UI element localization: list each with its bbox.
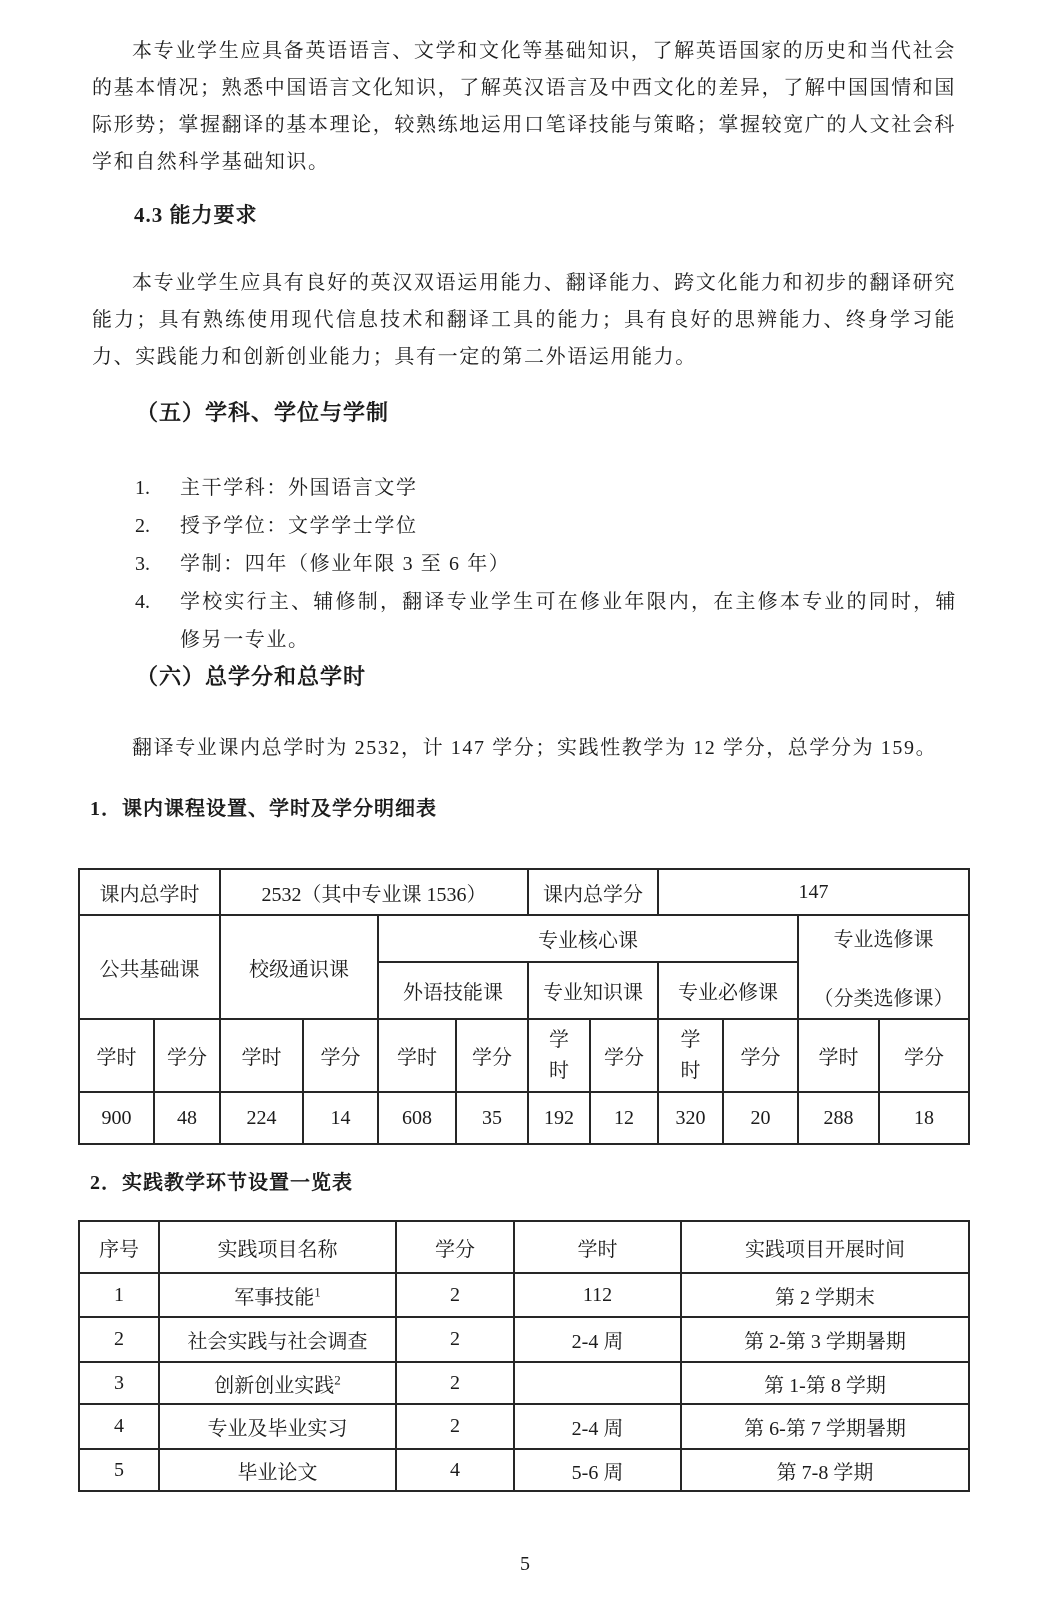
credits-summary-paragraph: 翻译专业课内总学时为 2532，计 147 学分；实践性教学为 12 学分，总学分为 159。 — [132, 737, 938, 759]
value-cell: 608 — [378, 1092, 456, 1144]
credits-label-cell: 学分 — [723, 1019, 798, 1092]
header-cell-name: 实践项目名称 — [159, 1221, 396, 1273]
hours-cell: 5-6 周 — [514, 1449, 681, 1491]
value-cell: 900 — [79, 1092, 154, 1144]
group-core-cell: 专业核心课 — [378, 915, 798, 962]
total-hours-value-cell: 2532（其中专业课 1536） — [220, 869, 528, 915]
elective-line2: （分类选修课） — [813, 988, 954, 1010]
list-item — [135, 583, 957, 659]
group-public-cell: 公共基础课 — [79, 915, 220, 1019]
value-cell: 18 — [879, 1092, 969, 1144]
name-cell: 社会实践与社会调查 — [159, 1317, 396, 1362]
list-item — [135, 545, 957, 583]
header-cell-credits: 学分 — [396, 1221, 514, 1273]
credits-label-cell: 学分 — [303, 1019, 378, 1092]
total-credits-value-cell: 147 — [658, 869, 969, 915]
overview-paragraph: 本专业学生应具备英语语言、文学和文化等基础知识，了解英语国家的历史和当代社会的基本情况；熟悉中国语言文化知识，了解英汉语言及中西文化的差异，了解中国国情和国际形势；掌握翻译的基本理论，较熟练地运用口笔译技能与策略；掌握较宽广的人文社会科学和自然科学基础知识。 — [92, 40, 956, 173]
credits-cell: 2 — [396, 1362, 514, 1404]
table-row-values — [79, 1092, 969, 1144]
table-row-groups — [79, 915, 969, 962]
value-cell: 12 — [590, 1092, 658, 1144]
value-cell: 20 — [723, 1092, 798, 1144]
no-cell: 5 — [79, 1449, 159, 1491]
list-item-text: 授予学位：文学学士学位 — [180, 515, 418, 537]
list-item — [135, 507, 957, 545]
list-item — [135, 469, 957, 507]
name-cell: 创新创业实践$^2$ — [159, 1362, 396, 1404]
no-cell: 4 — [79, 1404, 159, 1449]
table-row — [79, 1449, 969, 1491]
no-cell: 3 — [79, 1362, 159, 1404]
credits-cell: 2 — [396, 1317, 514, 1362]
header-cell-no: 序号 — [79, 1221, 159, 1273]
value-cell: 35 — [456, 1092, 528, 1144]
credits-label-cell: 学分 — [154, 1019, 220, 1092]
time-cell: 第 2-第 3 学期暑期 — [681, 1317, 969, 1362]
list-item-number: 2. — [135, 515, 150, 537]
core-sub-cell: 外语技能课 — [378, 962, 528, 1019]
hours-label-cell: 学时 — [378, 1019, 456, 1092]
practice-teaching-table — [78, 1220, 970, 1492]
value-cell: 320 — [658, 1092, 723, 1144]
table-header-row — [79, 1221, 969, 1273]
hours-cell: 2-4 周 — [514, 1404, 681, 1449]
list-item-text: 学校实行主、辅修制，翻译专业学生可在修业年限内，在主修本专业的同时，辅修另一专业。 — [180, 591, 957, 651]
no-cell: 1 — [79, 1273, 159, 1317]
time-cell: 第 1-第 8 学期 — [681, 1362, 969, 1404]
value-cell: 48 — [154, 1092, 220, 1144]
value-cell: 192 — [528, 1092, 590, 1144]
hours-cell — [514, 1362, 681, 1404]
group-general-cell: 校级通识课 — [220, 915, 378, 1019]
name-cell: 专业及毕业实习 — [159, 1404, 396, 1449]
hours-label-cell: 学时 — [528, 1019, 590, 1092]
time-cell: 第 6-第 7 学期暑期 — [681, 1404, 969, 1449]
value-cell: 14 — [303, 1092, 378, 1144]
table2-caption: 2．实践教学环节设置一览表 — [90, 1172, 353, 1194]
list-item-number: 4. — [135, 591, 150, 613]
header-cell-time: 实践项目开展时间 — [681, 1221, 969, 1273]
course-hours-credits-table — [78, 868, 970, 1145]
table-row — [79, 1317, 969, 1362]
table-row — [79, 1404, 969, 1449]
hours-label-cell: 学时 — [79, 1019, 154, 1092]
hours-cell: 112 — [514, 1273, 681, 1317]
table-row — [79, 1273, 969, 1317]
value-cell: 288 — [798, 1092, 879, 1144]
core-sub-cell: 专业知识课 — [528, 962, 658, 1019]
hours-label-cell: 学时 — [220, 1019, 303, 1092]
footnote-ref: 2 — [334, 1371, 341, 1387]
list-item-number: 1. — [135, 477, 150, 499]
elective-line1: 专业选修课 — [833, 929, 934, 951]
footnote-ref: 1 — [314, 1283, 321, 1299]
total-hours-label-cell: 课内总学时 — [79, 869, 220, 915]
credits-label-cell: 学分 — [456, 1019, 528, 1092]
time-cell: 第 2 学期末 — [681, 1273, 969, 1317]
table-row-unit-labels — [79, 1019, 969, 1092]
table1-caption: 1．课内课程设置、学时及学分明细表 — [90, 798, 437, 820]
heading-section-5: （五）学科、学位与学制 — [136, 400, 390, 425]
name-cell: 军事技能$^1$ — [159, 1273, 396, 1317]
degree-list — [135, 469, 957, 659]
list-item-text: 学制：四年（修业年限 3 至 6 年） — [180, 553, 511, 575]
page-number: 5 — [520, 1553, 530, 1575]
hours-label-cell: 学时 — [798, 1019, 879, 1092]
heading-section-6: （六）总学分和总学时 — [136, 664, 367, 689]
time-cell: 第 7-8 学期 — [681, 1449, 969, 1491]
table-row-totals — [79, 869, 969, 915]
no-cell: 2 — [79, 1317, 159, 1362]
ability-paragraph: 本专业学生应具有良好的英汉双语运用能力、翻译能力、跨文化能力和初步的翻译研究能力；具有熟练使用现代信息技术和翻译工具的能力；具有良好的思辨能力、终身学习能力、实践能力和创新创业能力；具有一定的第二外语运用能力。 — [92, 272, 956, 368]
credits-cell: 4 — [396, 1449, 514, 1491]
hours-label-cell: 学时 — [658, 1019, 723, 1092]
header-cell-hours: 学时 — [514, 1221, 681, 1273]
name-cell: 毕业论文 — [159, 1449, 396, 1491]
table-row — [79, 1362, 969, 1404]
credits-cell: 2 — [396, 1273, 514, 1317]
heading-4-3: 4.3 能力要求 — [134, 203, 258, 227]
credits-cell: 2 — [396, 1404, 514, 1449]
core-sub-cell: 专业必修课 — [658, 962, 798, 1019]
list-item-text: 主干学科：外国语言文学 — [180, 477, 418, 499]
value-cell: 224 — [220, 1092, 303, 1144]
group-elective-cell — [798, 915, 969, 1019]
hours-cell: 2-4 周 — [514, 1317, 681, 1362]
total-credits-label-cell: 课内总学分 — [528, 869, 658, 915]
list-item-number: 3. — [135, 553, 150, 575]
credits-label-cell: 学分 — [879, 1019, 969, 1092]
credits-label-cell: 学分 — [590, 1019, 658, 1092]
